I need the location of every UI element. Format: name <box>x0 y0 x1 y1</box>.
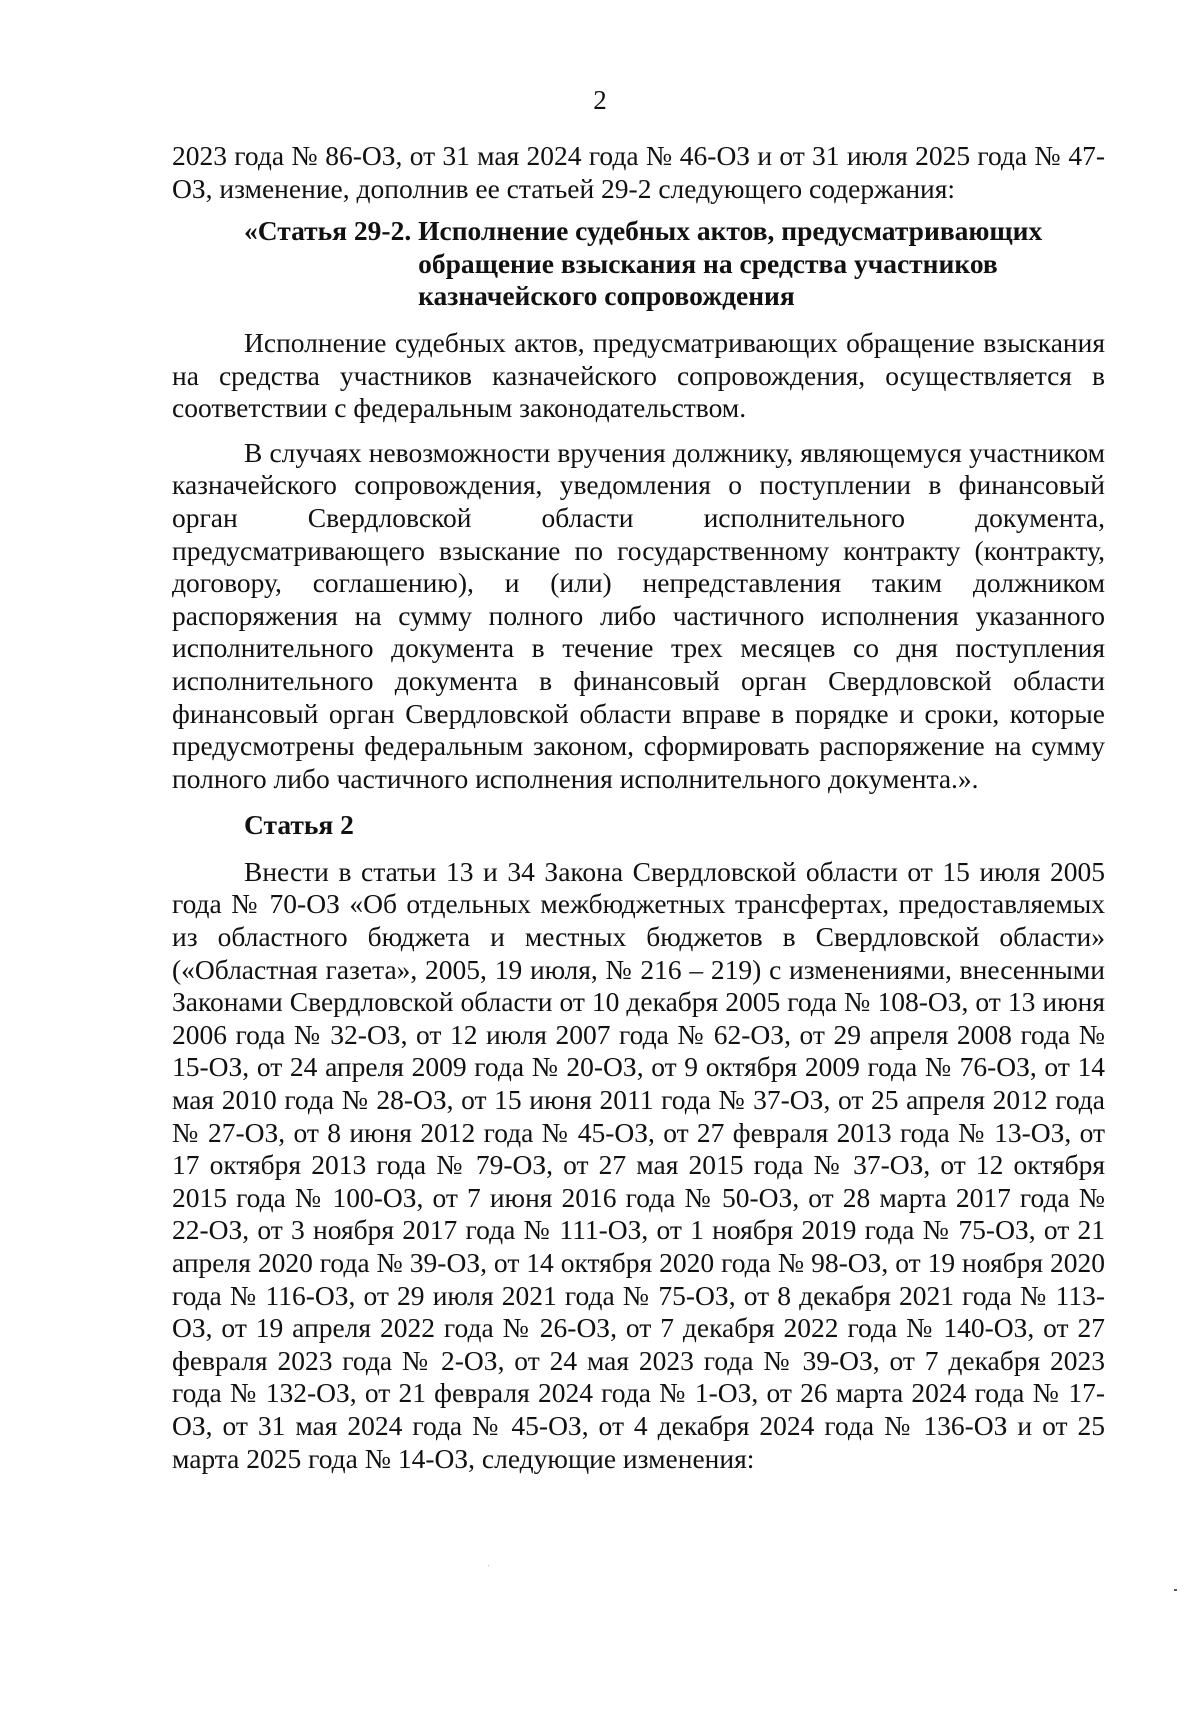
intro-paragraph: 2023 года № 86-ОЗ, от 31 мая 2024 года № 46-ОЗ и от 31 июля 2025 года № 47-ОЗ, изменение, дополнив ее статьей 29-2 следующего содержания: <box>172 140 1105 204</box>
inserted-article-title-line: казначейского сопровождения <box>418 280 795 312</box>
article-2-paragraph: Внести в статьи 13 и 34 Закона Свердловской области от 15 июля 2005 года № 70-ОЗ «Об отдельных межбюджетных трансфертах, предоставляемых из областного бюджета и местных бюджетов в Свердловской области» («Областная газета», 2005, 19 июля, № 216 – 219) с изменениями, внесенными Законами Свердловской области от 10 декабря 2005 года № 108-ОЗ, от 13 июня 2006 года № 32-ОЗ, от 12 июля 2007 года № 62-ОЗ, от 29 апреля 2008 года № 15-ОЗ, от 24 апреля 2009 года № 20-ОЗ, от 9 октября 2009 года № 76-ОЗ, от 14 мая 2010 года № 28-ОЗ, от 15 июня 2011 года № 37-ОЗ, от 25 апреля 2012 года № 27-ОЗ, от 8 июня 2012 года № 45-ОЗ, от 27 февраля 2013 года № 13-ОЗ, от 17 октября 2013 года № 79-ОЗ, от 27 мая 2015 года № 37-ОЗ, от 12 октября 2015 года № 100-ОЗ, от 7 июня 2016 года № 50-ОЗ, от 28 марта 2017 года № 22-ОЗ, от 3 ноября 2017 года № 111-ОЗ, от 1 ноября 2019 года № 75-ОЗ, от 21 апреля 2020 года № 39-ОЗ, от 14 октября 2020 года № 98-ОЗ, от 19 ноября 2020 года № 116-ОЗ, от 29 июля 2021 года № 75-ОЗ, от 8 декабря 2021 года № 113-ОЗ, от 19 апреля 2022 года № 26-ОЗ, от 7 декабря 2022 года № 140-ОЗ, от 27 февраля 2023 года № 2-ОЗ, от 24 мая 2023 года № 39-ОЗ, от 7 декабря 2023 года № 132-ОЗ, от 21 февраля 2024 года № 1-ОЗ, от 26 марта 2024 года № 17-ОЗ, от 31 мая 2024 года № 45-ОЗ, от 4 декабря 2024 года № 136-ОЗ и от 25 марта 2025 года № 14-ОЗ, следующие изменения: <box>172 855 1105 1474</box>
inserted-article-heading <box>172 215 1105 313</box>
document-body <box>172 140 1105 1475</box>
inserted-article-paragraph-1: Исполнение судебных актов, предусматривающих обращение взыскания на средства участников казначейского сопровождения, осуществляется в соответствии с федеральным законодательством. <box>172 326 1105 424</box>
inserted-article-paragraph-2: В случаях невозможности вручения должнику, являющемуся участником казначейского сопровождения, уведомления о поступлении в финансовый орган Свердловской области исполнительного документа, предусматривающего взыскание по государственному контракту (контракту, договору, соглашению), и (или) непредставления таким должником распоряжения на сумму полного либо частичного исполнения указанного исполнительного документа в течение трех месяцев со дня поступления исполнительного документа в финансовый орган Свердловской области финансовый орган Свердловской области вправе в порядке и сроки, которые предусмотрены федеральным законом, сформировать распоряжение на сумму полного либо частичного исполнения исполнительного документа.». <box>172 436 1105 794</box>
inserted-article-title-line: Исполнение судебных актов, предусматривающих <box>418 215 1043 247</box>
inserted-article-title-line: обращение взыскания на средства участников <box>418 247 998 279</box>
page-number: 2 <box>593 85 607 115</box>
scan-speck <box>488 1565 489 1566</box>
inserted-article-label: «Статья 29-2. <box>244 215 419 247</box>
inserted-article-title <box>418 215 1105 313</box>
article-2-heading: Статья 2 <box>244 809 354 841</box>
scan-mark <box>1174 1589 1177 1591</box>
